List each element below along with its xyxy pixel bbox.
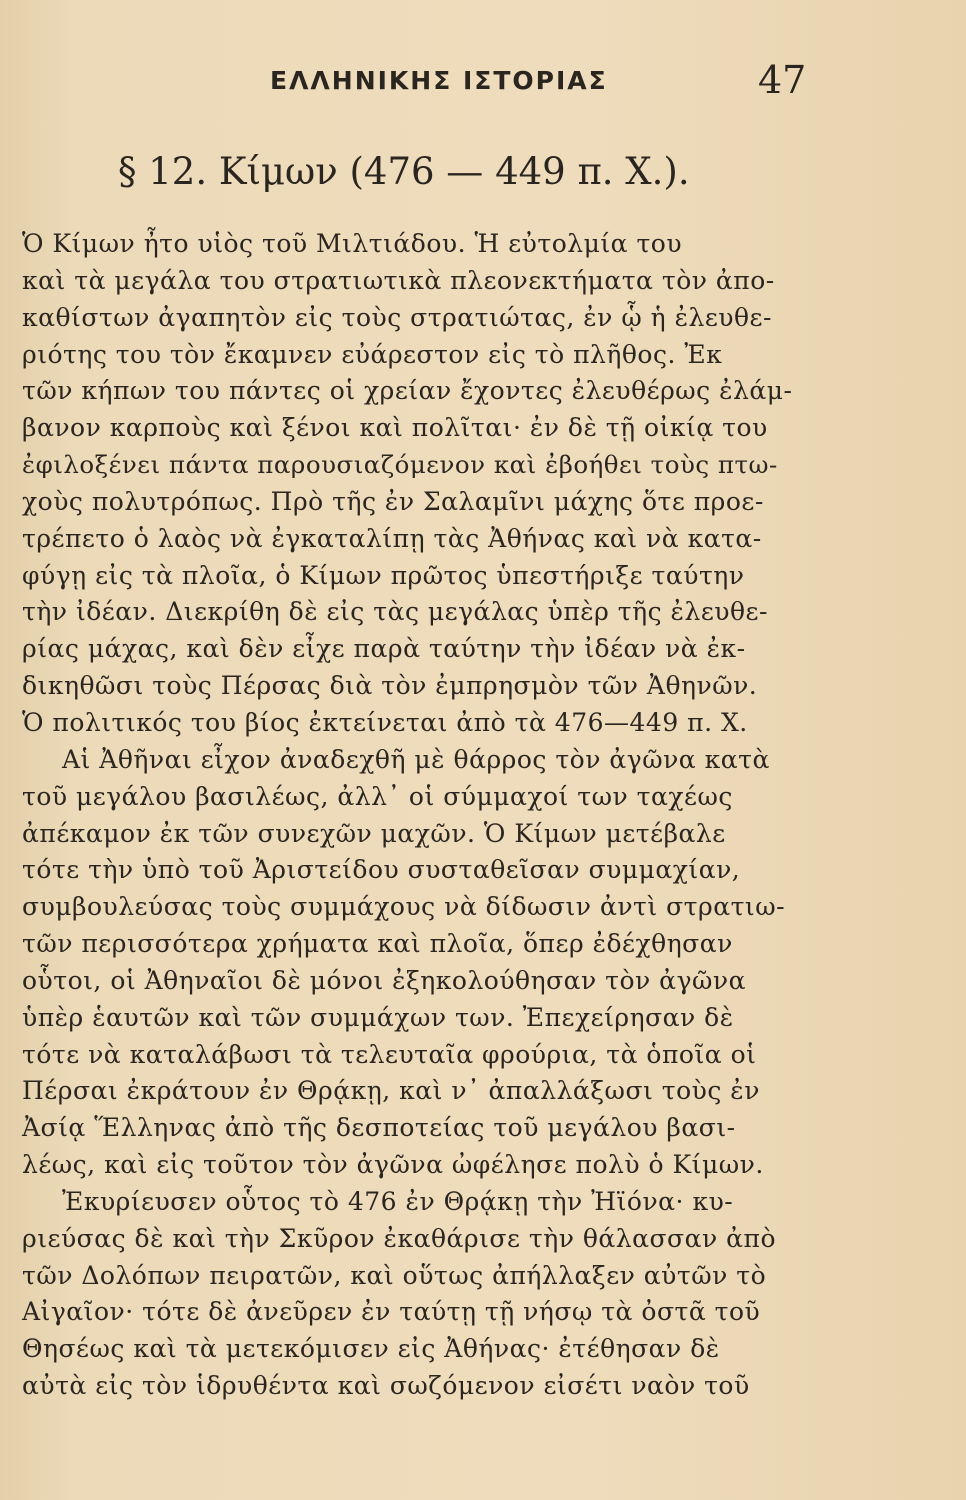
text-line: ριεύσας δὲ καὶ τὴν Σκῦρον ἐκαθάρισε τὴν θάλασσαν ἀπὸ <box>22 1223 777 1253</box>
text-line: Πέρσαι ἐκράτουν ἐν Θρᾴκῃ, καὶ ν᾽ ἀπαλλάξωσι τοὺς ἐν <box>22 1076 760 1106</box>
running-title: ΕΛΛΗΝΙΚΗΣ ΙΣΤΟΡΙΑΣ <box>270 66 608 95</box>
body-text <box>22 226 792 1405</box>
text-line: τότε νὰ καταλάβωσι τὰ τελευταῖα φρούρια, τὰ ὁποῖα οἱ <box>22 1039 757 1069</box>
text-line: Αἱ Ἀθῆναι εἶχον ἀναδεχθῆ μὲ θάρρος τὸν ἀγῶνα κατὰ <box>62 744 770 774</box>
section-heading: § 12. Κίμων (476 — 449 π. Χ.). <box>118 150 690 193</box>
page-header <box>0 58 966 108</box>
text-line: τῶν κήπων του πάντες οἱ χρείαν ἔχοντες ἐλευθέρως ἐλάμ- <box>22 376 793 406</box>
text-line: Ἀσίᾳ Ἕλληνας ἀπὸ τῆς δεσποτείας τοῦ μεγάλου βασι- <box>22 1113 736 1143</box>
text-line: Ὁ Κίμων ἦτο υἱὸς τοῦ Μιλτιάδου. Ἡ εὐτολμία του <box>22 229 683 258</box>
text-line: Θησέως καὶ τὰ μετεκόμισεν εἰς Ἀθήνας· ἐτέθησαν δὲ <box>22 1334 720 1364</box>
text-line: Αἰγαῖον· τότε δὲ ἀνεῦρεν ἐν ταύτῃ τῇ νήσῳ τὰ ὀστᾶ τοῦ <box>22 1297 761 1327</box>
text-line: τοῦ μεγάλου βασιλέως, ἀλλ᾽ οἱ σύμμαχοί των ταχέως <box>22 781 733 811</box>
text-line: τῶν Δολόπων πειρατῶν, καὶ οὕτως ἀπήλλαξεν αὐτῶν τὸ <box>22 1260 767 1290</box>
text-line: τότε τὴν ὑπὸ τοῦ Ἀριστείδου συσταθεῖσαν συμμαχίαν, <box>22 855 741 885</box>
text-line: καὶ τὰ μεγάλα του στρατιωτικὰ πλεονεκτήματα τὸν ἀπο- <box>22 265 775 295</box>
text-line: τὴν ἰδέαν. Διεκρίθη δὲ εἰς τὰς μεγάλας ὑπὲρ τῆς ἐλευθε- <box>22 597 768 627</box>
text-line: Ἐκυρίευσεν οὗτος τὸ 476 ἐν Θρᾴκῃ τὴν Ἠϊόνα· κυ- <box>62 1186 734 1216</box>
text-line: καθίστων ἀγαπητὸν εἰς τοὺς στρατιώτας, ἐν ᾧ ἡ ἐλευθε- <box>22 302 772 332</box>
text-line: ρίας μάχας, καὶ δὲν εἶχε παρὰ ταύτην τὴν ἰδέαν νὰ ἐκ- <box>22 634 746 664</box>
text-line: συμβουλεύσας τοὺς συμμάχους νὰ δίδωσιν ἀντὶ στρατιω- <box>22 892 786 922</box>
text-line: ἐφιλοξένει πάντα παρουσιαζόμενον καὶ ἐβοήθει τοὺς πτω- <box>22 450 778 480</box>
text-line: λέως, καὶ εἰς τοῦτον τὸν ἀγῶνα ὠφέλησε πολὺ ὁ Κίμων. <box>22 1150 764 1180</box>
text-line: φύγῃ εἰς τὰ πλοῖα, ὁ Κίμων πρῶτος ὑπεστήριξε ταύτην <box>22 560 745 590</box>
text-line: ὑπὲρ ἑαυτῶν καὶ τῶν συμμάχων των. Ἐπεχείρησαν δὲ <box>22 1002 734 1032</box>
text-line: τρέπετο ὁ λαὸς νὰ ἐγκαταλίπῃ τὰς Ἀθήνας καὶ νὰ κατα- <box>22 523 762 553</box>
text-line: δικηθῶσι τοὺς Πέρσας διὰ τὸν ἐμπρησμὸν τῶν Ἀθηνῶν. <box>22 671 758 701</box>
text-line: αὐτὰ εἰς τὸν ἱδρυθέντα καὶ σωζόμενον εἰσέτι ναὸν τοῦ <box>22 1371 750 1401</box>
text-line: ριότης του τὸν ἔκαμνεν εὐάρεστον εἰς τὸ πλῆθος. Ἐκ <box>22 339 723 369</box>
text-line: χοὺς πολυτρόπως. Πρὸ τῆς ἐν Σαλαμῖνι μάχης ὅτε προε- <box>22 486 764 516</box>
page-number: 47 <box>758 58 807 102</box>
text-line: βανον καρποὺς καὶ ξένοι καὶ πολῖται· ἐν δὲ τῇ οἰκίᾳ του <box>22 413 768 443</box>
text-line: ἀπέκαμον ἐκ τῶν συνεχῶν μαχῶν. Ὁ Κίμων μετέβαλε <box>22 818 726 848</box>
text-line: οὗτοι, οἱ Ἀθηναῖοι δὲ μόνοι ἐξηκολούθησαν τὸν ἀγῶνα <box>22 965 746 995</box>
text-line: τῶν περισσότερα χρήματα καὶ πλοῖα, ὅπερ ἐδέχθησαν <box>22 929 733 959</box>
text-line: Ὁ πολιτικός του βίος ἐκτείνεται ἀπὸ τὰ 476—449 π. Χ. <box>22 707 748 737</box>
